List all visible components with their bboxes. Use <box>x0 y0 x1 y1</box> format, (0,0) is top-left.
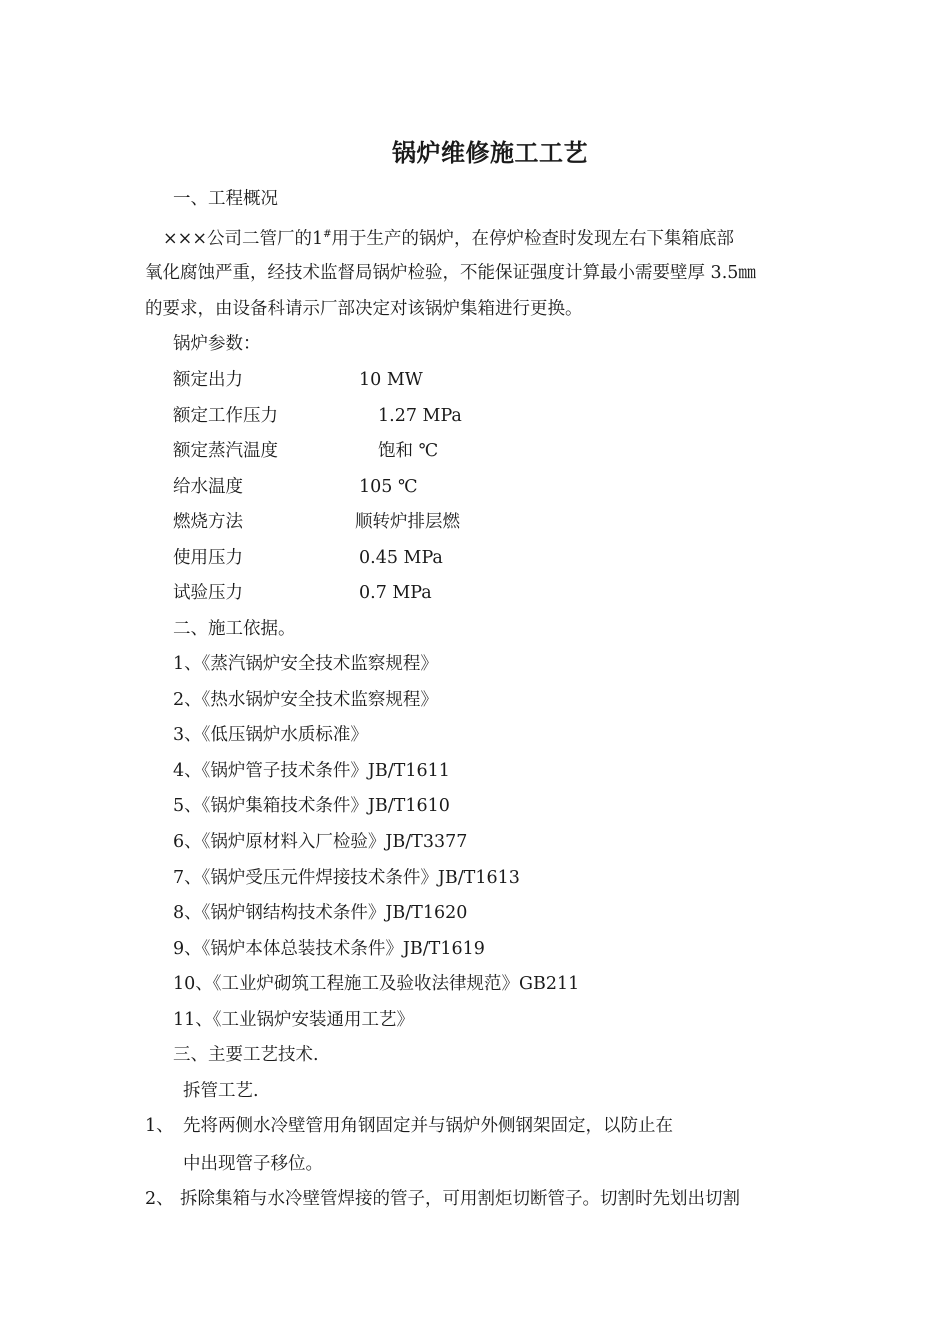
param-value: 顺转炉排层燃 <box>355 512 460 532</box>
subsection-heading: 拆管工艺. <box>183 1081 259 1101</box>
list-item: 3、《低压锅炉水质标准》 <box>173 725 368 745</box>
list-item: 1、《蒸汽锅炉安全技术监察规程》 <box>173 654 438 674</box>
paragraph-line: 氧化腐蚀严重，经技术监督局锅炉检验，不能保证强度计算最小需要壁厚 3.5㎜ <box>145 263 756 283</box>
list-item: 5、《锅炉集箱技术条件》JB/T1610 <box>173 796 450 816</box>
list-item: 8、《锅炉钢结构技术条件》JB/T1620 <box>173 903 468 923</box>
step-text: 拆除集箱与水冷壁管焊接的管子，可用割炬切断管子。切割时先划出切割 <box>180 1189 740 1209</box>
list-item: 7、《锅炉受压元件焊接技术条件》JB/T1613 <box>173 868 520 888</box>
step-text: 先将两侧水冷壁管用角钢固定并与锅炉外侧钢架固定，以防止在 <box>183 1116 673 1136</box>
param-value: 105 ℃ <box>359 477 418 497</box>
param-name: 燃烧方法 <box>173 512 243 532</box>
param-value: 0.7 MPa <box>359 583 432 603</box>
param-value: 10 MW <box>359 370 423 390</box>
section-heading-basis: 二、施工依据。 <box>173 619 296 639</box>
param-name: 使用压力 <box>173 548 243 568</box>
param-name: 额定工作压力 <box>173 406 278 426</box>
list-item: 4、《锅炉管子技术条件》JB/T1611 <box>173 761 450 781</box>
list-item: 9、《锅炉本体总装技术条件》JB/T1619 <box>173 939 485 959</box>
param-value: 饱和 ℃ <box>378 441 439 461</box>
paragraph-line: ×××公司二管厂的1#用于生产的锅炉，在停炉检查时发现左右下集箱底部 <box>163 229 735 249</box>
section-heading-overview: 一、工程概况 <box>173 189 278 209</box>
param-name: 额定蒸汽温度 <box>173 441 278 461</box>
param-name: 给水温度 <box>173 477 243 497</box>
section-heading-process: 三、主要工艺技术. <box>173 1045 319 1065</box>
list-item: 10、《工业炉砌筑工程施工及验收法律规范》GB211 <box>173 974 580 994</box>
step-text: 中出现管子移位。 <box>183 1154 323 1174</box>
list-item: 11、《工业锅炉安装通用工艺》 <box>173 1010 415 1030</box>
step-number: 1、 <box>145 1116 174 1136</box>
document-title: 锅炉维修施工工艺 <box>392 139 588 167</box>
step-number: 2、 <box>145 1189 174 1209</box>
params-label: 锅炉参数： <box>173 334 261 354</box>
list-item: 2、《热水锅炉安全技术监察规程》 <box>173 690 438 710</box>
param-name: 试验压力 <box>173 583 243 603</box>
param-value: 0.45 MPa <box>359 548 443 568</box>
list-item: 6、《锅炉原材料入厂检验》JB/T3377 <box>173 832 468 852</box>
param-name: 额定出力 <box>173 370 243 390</box>
paragraph-line: 的要求，由设备科请示厂部决定对该锅炉集箱进行更换。 <box>145 299 583 319</box>
param-value: 1.27 MPa <box>378 406 462 426</box>
